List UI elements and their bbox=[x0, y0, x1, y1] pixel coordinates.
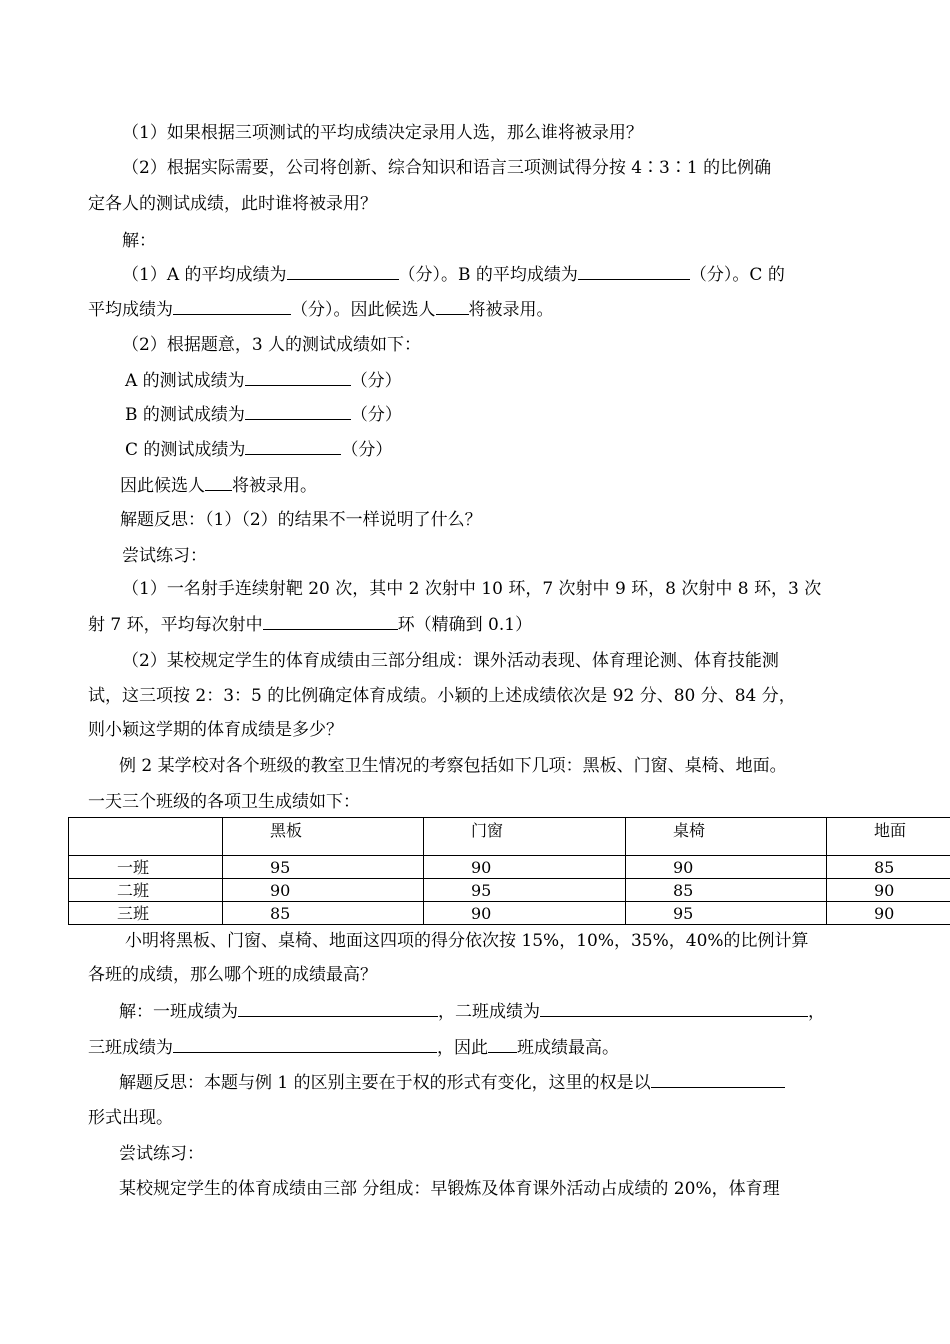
answer-1-c-prefix: 平均成绩为 bbox=[88, 300, 173, 320]
solution-class-1-prefix: 解：一班成绩为 bbox=[119, 1002, 238, 1022]
table-cell: 95 bbox=[424, 879, 626, 902]
answer-1-a-suffix: （分）。B 的平均成绩为 bbox=[398, 265, 578, 285]
solution-class-3-prefix: 三班成绩为 bbox=[88, 1038, 173, 1058]
answer-2-c-line bbox=[125, 438, 392, 461]
practice-1-prefix: 射 7 环，平均每次射中 bbox=[88, 615, 263, 635]
table-cell: 95 bbox=[223, 856, 424, 879]
example-2-intro-line-1: 例 2 某学校对各个班级的教室卫生情况的考察包括如下几项：黑板、门窗、桌椅、地面。 bbox=[119, 756, 787, 776]
table-cell: 二班 bbox=[69, 879, 223, 902]
reflection-2-line-1 bbox=[119, 1071, 785, 1094]
table-cell: 85 bbox=[223, 902, 424, 925]
answer-2-a-line bbox=[125, 369, 402, 392]
solution-best-class-suffix: 班成绩最高。 bbox=[517, 1038, 619, 1058]
question-2-line-1: （2）根据实际需要，公司将创新、综合知识和语言三项测试得分按 4∶3∶1 的比例确 bbox=[122, 158, 772, 178]
practice-1-line-2 bbox=[88, 613, 532, 636]
answer-2-a-label: A 的测试成绩为 bbox=[125, 371, 245, 391]
table-row bbox=[69, 879, 950, 902]
hygiene-score-table bbox=[68, 817, 950, 925]
conclusion-suffix: 将被录用。 bbox=[232, 476, 317, 496]
practice-2-line-2: 试，这三项按 2：3：5 的比例确定体育成绩。小颖的上述成绩依次是 92 分、80 分、84 分， bbox=[88, 686, 796, 706]
table-header-cell bbox=[69, 818, 223, 856]
answer-1-b-suffix: （分）。C 的 bbox=[689, 265, 785, 285]
table-cell: 90 bbox=[827, 879, 950, 902]
table-cell: 85 bbox=[827, 856, 950, 879]
answer-1-c-suffix: （分）。因此候选人 bbox=[291, 300, 436, 320]
table-cell: 90 bbox=[827, 902, 950, 925]
example-2-question-line-2: 各班的成绩，那么哪个班的成绩最高？ bbox=[88, 965, 377, 985]
table-cell: 90 bbox=[424, 856, 626, 879]
unit-label: （分） bbox=[350, 405, 402, 425]
question-2-line-2: 定各人的测试成绩，此时谁将被录用？ bbox=[88, 194, 377, 214]
solution-comma: ， bbox=[808, 1002, 825, 1022]
answer-2-b-line bbox=[125, 403, 402, 426]
table-header-row bbox=[69, 818, 950, 856]
answer-blank-b-average[interactable] bbox=[578, 263, 690, 280]
table-header-cell: 桌椅 bbox=[626, 818, 827, 856]
unit-label: （分） bbox=[350, 371, 402, 391]
answer-2-b-label: B 的测试成绩为 bbox=[125, 405, 245, 425]
table-cell: 90 bbox=[424, 902, 626, 925]
answer-blank-b-score[interactable] bbox=[245, 403, 351, 420]
answer-blank-weight-form[interactable] bbox=[651, 1071, 785, 1088]
reflection-2-line-2: 形式出现。 bbox=[88, 1108, 173, 1128]
answer-1-line-2 bbox=[88, 298, 554, 321]
answer-1-end: 将被录用。 bbox=[468, 300, 554, 320]
answer-blank-a-score[interactable] bbox=[245, 369, 351, 386]
practice-2-line-3: 则小颖这学期的体育成绩是多少？ bbox=[88, 720, 343, 740]
example-2-solution-line-2 bbox=[88, 1036, 619, 1059]
practice-label-2: 尝试练习： bbox=[119, 1144, 204, 1164]
reflection-1: 解题反思：（1）（2）的结果不一样说明了什么？ bbox=[120, 510, 482, 530]
table-cell: 90 bbox=[223, 879, 424, 902]
table-cell: 90 bbox=[626, 856, 827, 879]
table-cell: 95 bbox=[626, 902, 827, 925]
answer-blank-class-2-score[interactable] bbox=[540, 1000, 808, 1017]
solution-class-2-prefix: ，二班成绩为 bbox=[438, 1002, 540, 1022]
answer-blank-c-average[interactable] bbox=[173, 298, 291, 315]
answer-blank-hired-candidate-1[interactable] bbox=[436, 298, 469, 315]
table-row bbox=[69, 856, 950, 879]
table-header-cell: 黑板 bbox=[223, 818, 424, 856]
unit-label: （分） bbox=[341, 440, 393, 460]
practice-1-line-1: （1）一名射手连续射靶 20 次，其中 2 次射中 10 环，7 次射中 9 环，8 次射中 8 环，3 次 bbox=[122, 579, 822, 599]
answer-blank-a-average[interactable] bbox=[287, 263, 399, 280]
answer-2-conclusion bbox=[120, 474, 317, 497]
table-header-cell: 地面 bbox=[827, 818, 950, 856]
answer-2-intro: （2）根据题意，3 人的测试成绩如下： bbox=[122, 335, 422, 355]
table-header-cell: 门窗 bbox=[424, 818, 626, 856]
answer-1-line-1 bbox=[122, 263, 785, 286]
conclusion-prefix: 因此候选人 bbox=[120, 476, 205, 496]
table-row bbox=[69, 902, 950, 925]
example-2-intro-line-2: 一天三个班级的各项卫生成绩如下： bbox=[88, 792, 360, 812]
solution-therefore: ，因此 bbox=[437, 1038, 488, 1058]
answer-blank-class-3-score[interactable] bbox=[173, 1036, 437, 1053]
table-cell: 三班 bbox=[69, 902, 223, 925]
answer-blank-class-1-score[interactable] bbox=[238, 1000, 438, 1017]
question-1: （1）如果根据三项测试的平均成绩决定录用人选，那么谁将被录用？ bbox=[122, 123, 643, 143]
answer-blank-c-score[interactable] bbox=[245, 438, 341, 455]
answer-2-c-label: C 的测试成绩为 bbox=[125, 440, 246, 460]
solution-label: 解： bbox=[122, 231, 156, 251]
answer-blank-best-class[interactable] bbox=[488, 1036, 517, 1053]
practice-2-line-1: （2）某校规定学生的体育成绩由三部分组成：课外活动表现、体育理论测、体育技能测 bbox=[122, 651, 779, 671]
practice-1-suffix: 环（精确到 0.1） bbox=[397, 615, 533, 635]
example-2-question-line-1: 小明将黑板、门窗、桌椅、地面这四项的得分依次按 15%，10%，35%，40%的比例计算 bbox=[125, 931, 809, 951]
example-2-solution-line-1 bbox=[119, 1000, 825, 1023]
practice-label-1: 尝试练习： bbox=[122, 546, 207, 566]
answer-blank-average-rings[interactable] bbox=[263, 613, 398, 630]
table-cell: 85 bbox=[626, 879, 827, 902]
practice-3-line-1: 某校规定学生的体育成绩由三部 分组成：早锻炼及体育课外活动占成绩的 20%，体育理 bbox=[119, 1179, 780, 1199]
table-cell: 一班 bbox=[69, 856, 223, 879]
reflection-2-text: 解题反思：本题与例 1 的区别主要在于权的形式有变化，这里的权是以 bbox=[119, 1073, 651, 1093]
answer-blank-hired-candidate-2[interactable] bbox=[205, 474, 232, 491]
answer-1-a-prefix: （1）A 的平均成绩为 bbox=[122, 265, 287, 285]
